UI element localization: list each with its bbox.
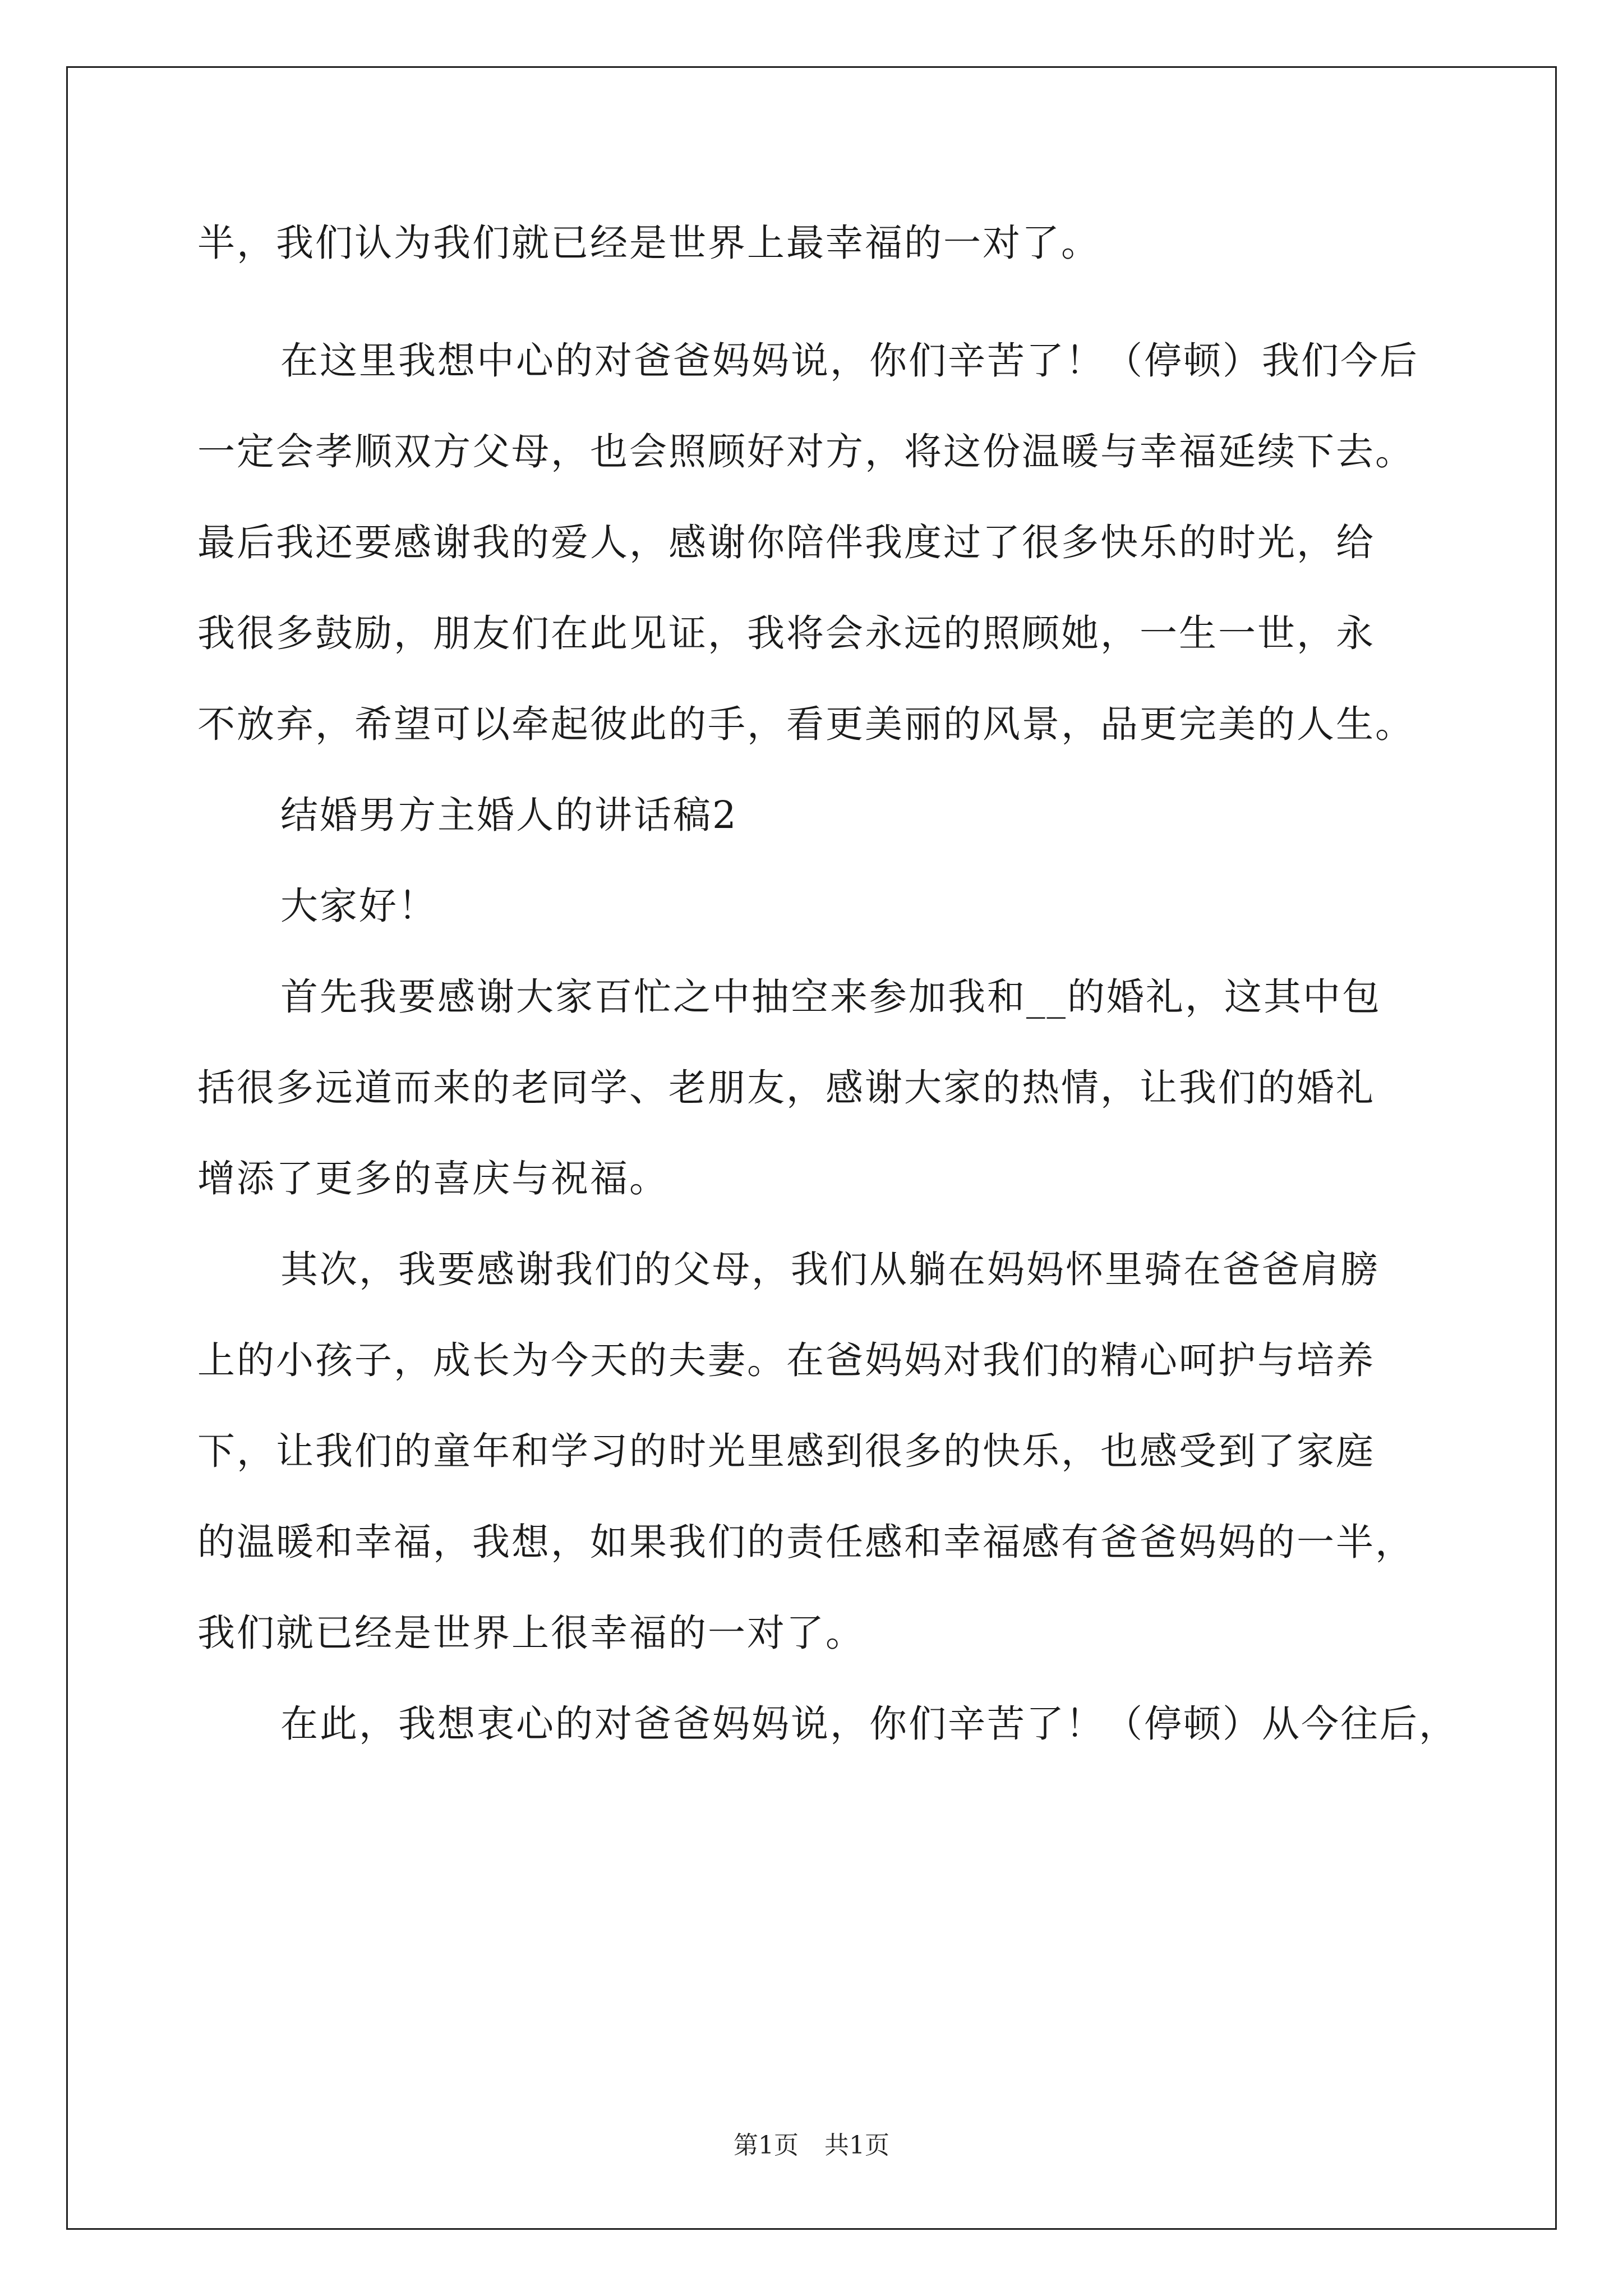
page-number-current: 第1页	[734, 2131, 799, 2160]
text-line: 增添了更多的喜庆与祝福。	[197, 1157, 668, 1200]
page-number-total: 共1页	[824, 2131, 889, 2160]
text-line: 我们就已经是世界上很幸福的一对了。	[197, 1611, 865, 1655]
text-line: 首先我要感谢大家百忙之中抽空来参加我和__的婚礼，这其中包	[280, 975, 1381, 1019]
text-line: 不放弃，希望可以牵起彼此的手，看更美丽的风景，品更完美的人生。	[197, 702, 1414, 746]
page-footer	[0, 2129, 1623, 2162]
text-line: 我很多鼓励，朋友们在此见证，我将会永远的照顾她，一生一世，永	[197, 611, 1375, 655]
section-heading: 结婚男方主婚人的讲话稿2	[280, 793, 738, 837]
text-line: 下，让我们的童年和学习的时光里感到很多的快乐，也感受到了家庭	[197, 1429, 1375, 1473]
text-line: 在这里我想中心的对爸爸妈妈说，你们辛苦了！（停顿）我们今后	[280, 339, 1419, 383]
text-line: 最后我还要感谢我的爱人，感谢你陪伴我度过了很多快乐的时光，给	[197, 521, 1375, 564]
text-line: 的温暖和幸福，我想，如果我们的责任感和幸福感有爸爸妈妈的一半，	[197, 1520, 1414, 1564]
text-line: 半，我们认为我们就已经是世界上最幸福的一对了。	[197, 221, 1100, 265]
text-line: 一定会孝顺双方父母，也会照顾好对方，将这份温暖与幸福延续下去。	[197, 430, 1414, 473]
text-line: 其次，我要感谢我们的父母，我们从躺在妈妈怀里骑在爸爸肩膀	[280, 1248, 1380, 1291]
text-line: 在此，我想衷心的对爸爸妈妈说，你们辛苦了！（停顿）从今往后，	[280, 1702, 1458, 1746]
greeting: 大家好！	[280, 884, 437, 928]
text-line: 括很多远道而来的老同学、老朋友，感谢大家的热情，让我们的婚礼	[197, 1066, 1375, 1110]
page-border	[66, 66, 1557, 2230]
text-line: 上的小孩子，成长为今天的夫妻。在爸妈妈对我们的精心呵护与培养	[197, 1338, 1375, 1382]
